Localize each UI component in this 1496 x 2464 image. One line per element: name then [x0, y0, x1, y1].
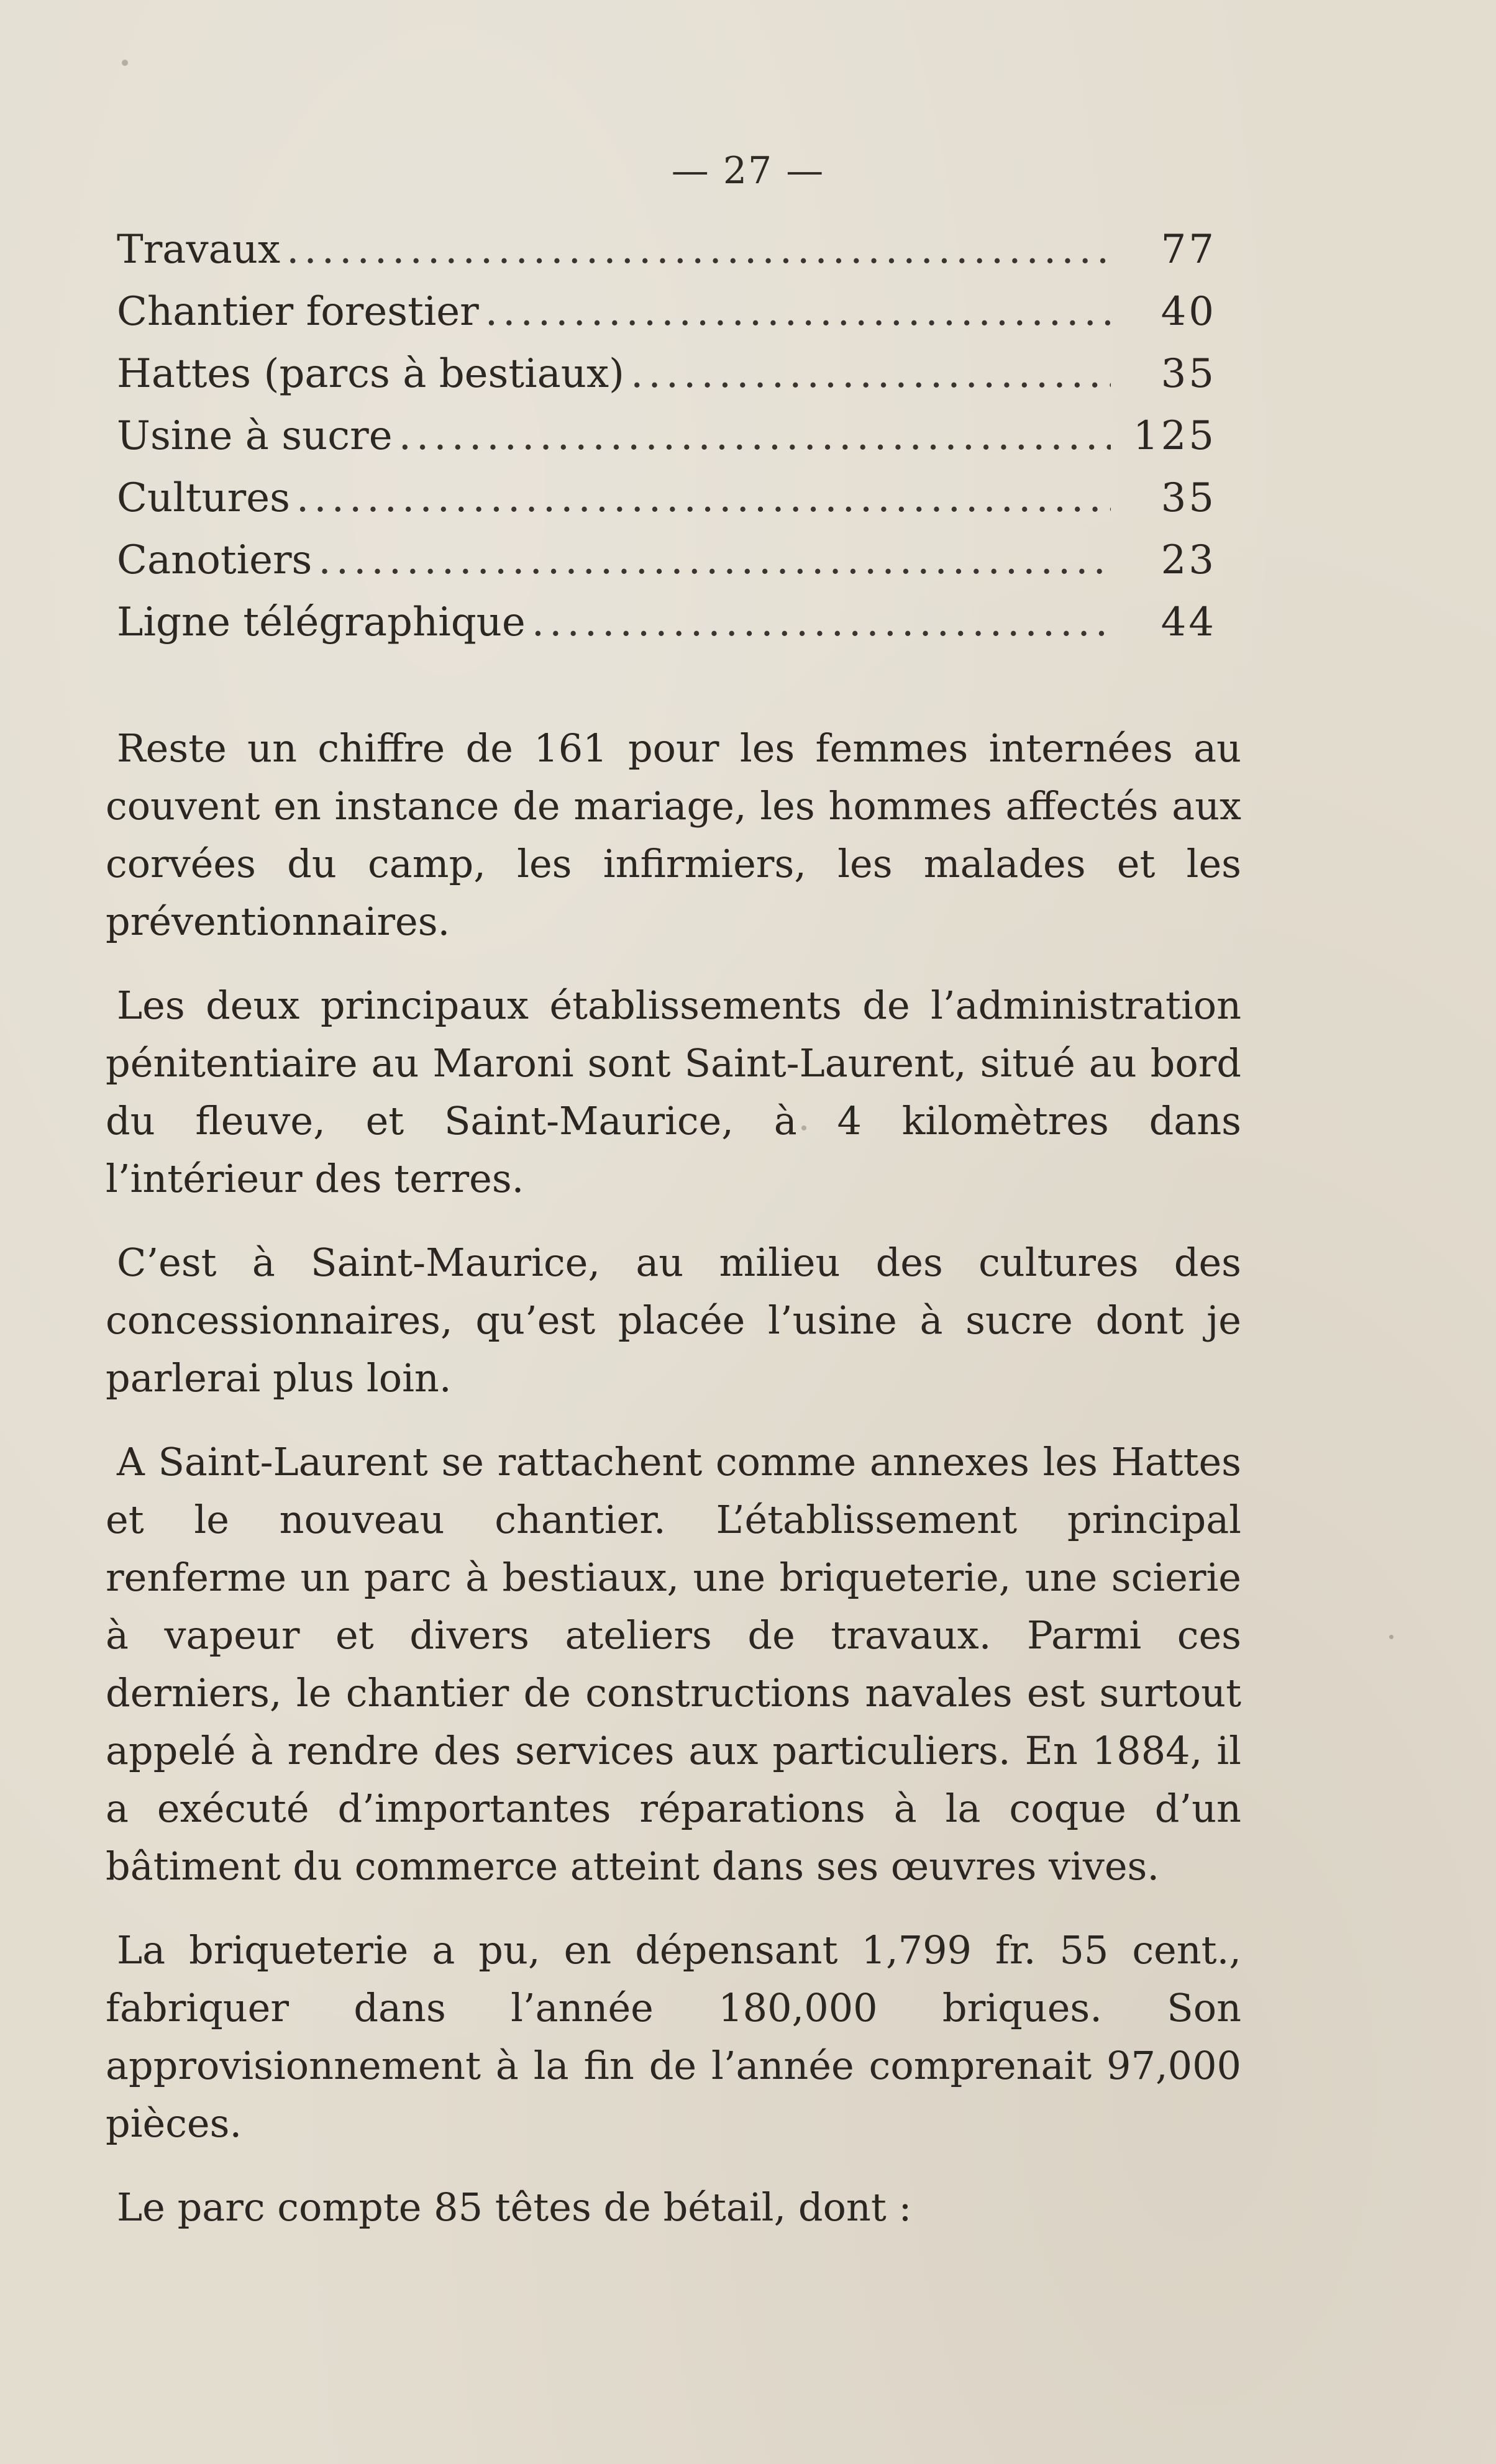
list-item-label: Travaux — [117, 227, 281, 273]
list-item-value: 35 — [1161, 475, 1216, 521]
paragraph: La briqueterie a pu, en dépensant 1,799 fr. 55 cent., fabriquer dans l’année 180,000 briques. Son approvisionnement à la fin de l’année comprenait 97,000 pièces. — [106, 1927, 1241, 2146]
list-item-value: 23 — [1161, 537, 1216, 583]
paragraph: Reste un chiffre de 161 pour les femmes internées au couvent en instance de mariage, les hommes affectés aux corvées du camp, les infirmiers, les malades et les préventionnaires. — [106, 725, 1241, 944]
paper-speck — [122, 60, 128, 66]
list-item-value: 44 — [1161, 599, 1216, 645]
paper-speck — [801, 1125, 806, 1130]
list-item-label: Cultures — [117, 475, 290, 521]
dot-leader — [631, 343, 1111, 405]
dot-leader — [296, 467, 1111, 529]
list-item — [117, 467, 1216, 529]
paragraph: Le parc compte 85 têtes de bétail, dont : — [117, 2184, 912, 2230]
list-item-label: Hattes (parcs à bestiaux) — [117, 351, 624, 397]
list-item — [117, 219, 1216, 281]
dot-leader — [485, 281, 1111, 343]
paragraph: C’est à Saint-Maurice, au milieu des cultures des concessionnaires, qu’est placée l’usine à sucre dont je parlerai plus loin. — [106, 1240, 1241, 1401]
list-item-value: 40 — [1161, 289, 1216, 335]
dot-leader — [286, 219, 1111, 281]
list-item-label: Chantier forestier — [117, 289, 479, 335]
page-number: — 27 — — [671, 149, 825, 193]
staff-allocation-list — [117, 219, 1216, 653]
paragraph: A Saint-Laurent se rattachent comme annexes les Hattes et le nouveau chantier. L’établissement principal renferme un parc à bestiaux, une briqueterie, une scierie à vapeur et divers ateliers de travaux. Parmi ces derniers, le chantier de constructions navales est surtout appelé à rendre des services aux particuliers. En 1884, il a exécuté d’importantes réparations à la coque d’un bâtiment du commerce atteint dans ses œuvres vives. — [106, 1439, 1241, 1889]
list-item — [117, 529, 1216, 591]
list-item — [117, 281, 1216, 343]
paper-speck — [1389, 1635, 1393, 1639]
list-item-label: Canotiers — [117, 537, 312, 583]
dot-leader — [318, 529, 1111, 591]
list-item-value: 35 — [1161, 351, 1216, 397]
dot-leader — [399, 405, 1111, 467]
list-item — [117, 343, 1216, 405]
list-item-label: Usine à sucre — [117, 413, 393, 459]
list-item — [117, 405, 1216, 467]
list-item — [117, 591, 1216, 653]
dot-leader — [532, 591, 1111, 653]
body-text — [106, 719, 1241, 2262]
list-item-label: Ligne télégraphique — [117, 599, 526, 645]
list-item-value: 125 — [1133, 413, 1216, 459]
paragraph: Les deux principaux établissements de l’administration pénitentiaire au Maroni sont Saint-Laurent, situé au bord du fleuve, et Saint-Maurice, à 4 kilomètres dans l’intérieur des terres. — [106, 983, 1241, 1201]
list-item-value: 77 — [1161, 227, 1216, 273]
